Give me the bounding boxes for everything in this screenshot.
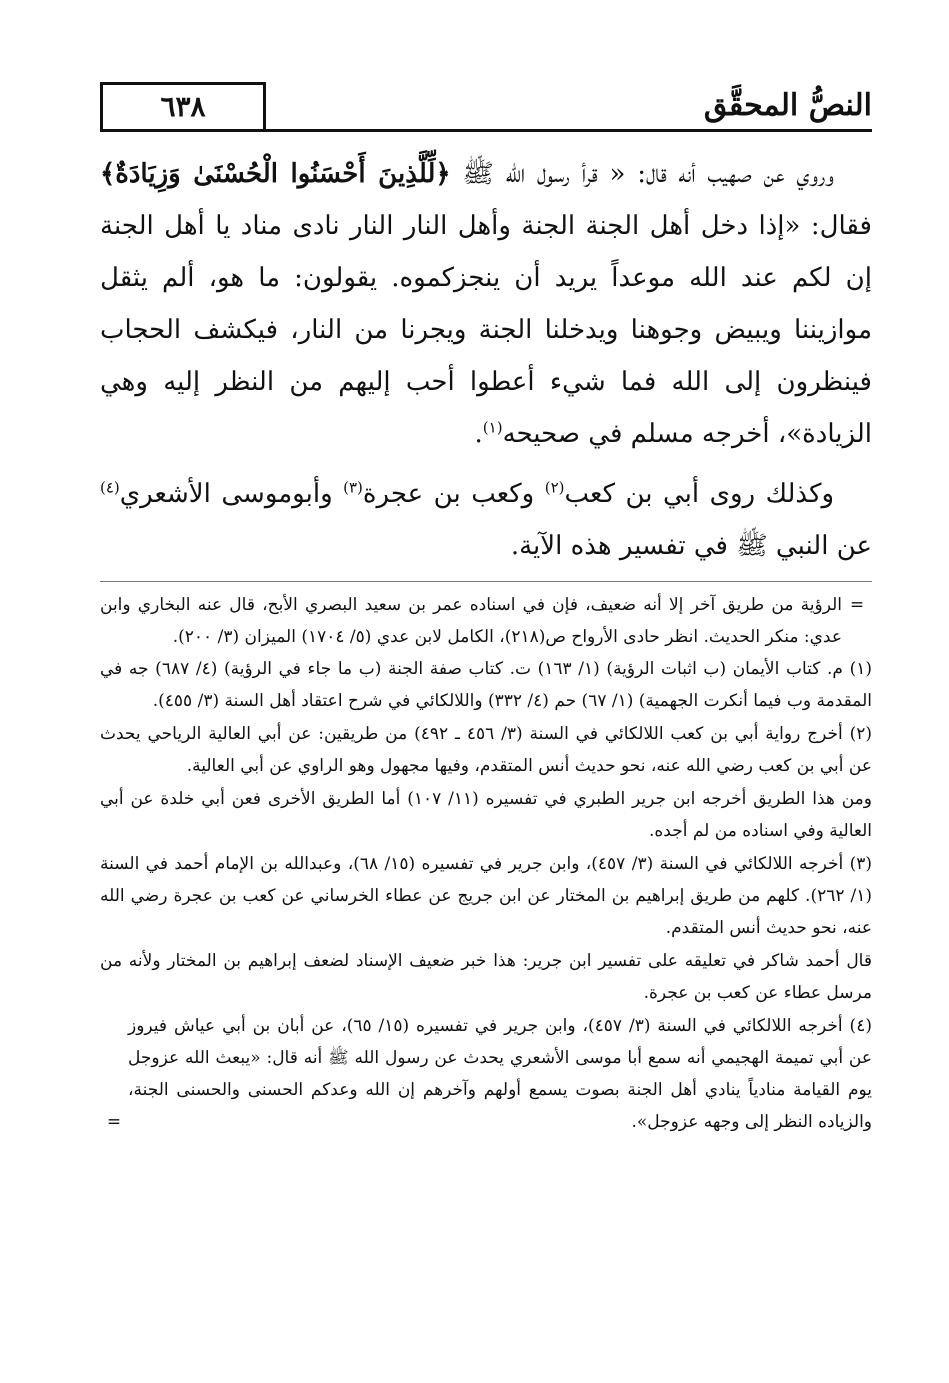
para2-text-4: عن النبي ﷺ في تفسير هذه الآية. xyxy=(510,531,872,561)
footnote-ref-2: (٢) xyxy=(544,478,565,497)
main-text xyxy=(100,148,872,580)
footnote-continuation xyxy=(100,589,872,653)
page-number: ٦٣٨ xyxy=(100,82,266,130)
footnote-3: (٣) أخرجه اللالكائي في السنة (٣/ ٤٥٧)، وابن جرير في تفسيره (١٥/ ٦٨)، وعبدالله بن الإمام أحمد في السنة (١/ ٢٦٢). كلهم من طريق إبراهيم بن المختار عن ابن جريج عن عطاء الخرساني عن كعب بن عجرة رضي الله عنه، نحو حديث أنس المتقدم. xyxy=(100,854,872,938)
footnote-4-text: (٤) أخرجه اللالكائي في السنة (٣/ ٤٥٧)، وابن جرير في تفسيره (١٥/ ٦٥)، عن أبان بن أبي عياش فيروز عن أبي تميمة الهجيمي أنه سمع أبا موسى الأشعري يحدث عن رسول الله ﷺ أنه قال: «يبعث الله عزوجل يوم القيامة منادياً ينادي أهل الجنة بصوت يسمع أولهم وآخرهم إن الله وعدكم الحسنى والحسنى الجنة، والزياده النظر إلى وجهه عزوجل». xyxy=(128,1016,872,1132)
paragraph-1 xyxy=(100,148,872,460)
para2-text-3: وأبوموسى الأشعري xyxy=(119,479,344,509)
footnote-ref-1: (١) xyxy=(482,418,503,437)
para1-end: . xyxy=(474,419,483,449)
quran-verse: ﴿لِّلَّذِينَ أَحْسَنُوا الْحُسْنَىٰ وَزِيَادَةٌ﴾ xyxy=(100,159,451,189)
footnotes xyxy=(100,589,872,1138)
para1-body: فقال: «إذا دخل أهل الجنة الجنة وأهل النار النار نادى مناد يا أهل الجنة إن لكم عند الله موعداً يريد أن ينجزكموه. يقولون: ما هو، ألم يثقل موازيننا ويبيض وجوهنا ويدخلنا الجنة ويجرنا من النار، فيكشف الحجاب فينظرون إلى الله فما شيء أعطوا أحب إليهم من النظر إليه وهي الزيادة»، أخرجه مسلم في صحيحه xyxy=(100,211,872,449)
footnote-2: (٢) أخرج رواية أبي بن كعب اللالكائي في السنة (٣/ ٤٥٦ ـ ٤٩٢) من طريقين: عن أبي العالية الرياحي يحدث عن أبي بن كعب رضي الله عنه، نحو حديث أنس المتقدم، وفيها مجهول وهو الراوي عن أبي العالية. xyxy=(100,724,873,776)
footnote-ref-4: (٤) xyxy=(100,478,120,497)
continues-mark: = xyxy=(106,1112,122,1132)
para1-intro: وروي عن صهيب أنه قال: « قرأ رسول الله ﷺ xyxy=(450,159,835,189)
paragraph-2 xyxy=(100,468,872,572)
para2-text-2: وكعب بن عجرة xyxy=(362,479,545,509)
continuation-text: الرؤية من طريق آخر إلا أنه ضعيف، فإن في اسناده عمر بن سعيد البصري الأبح، قال عنه البخاري وابن عدي: منكر الحديث. انظر حادى الأرواح ص(٢١٨)، الكامل لابن عدي (٥/ ١٧٠٤) الميزان (٣/ ٢٠٠). xyxy=(100,595,842,647)
footnote-3-continued: قال أحمد شاكر في تعليقه على تفسير ابن جرير: هذا خبر ضعيف الإسناد لضعف إبراهيم بن المختار ولأنه من مرسل عطاء عن كعب بن عجرة. xyxy=(100,951,872,1003)
footnote-ref-3: (٣) xyxy=(343,478,363,497)
footnote-4 xyxy=(100,1010,872,1138)
footnote-2-continued: ومن هذا الطريق أخرجه ابن جرير الطبري في تفسيره (١١/ ١٠٧) أما الطريق الأخرى فعن أبي خلدة عن أبي العالية وفي اسناده من لم أجده. xyxy=(100,789,872,841)
footnote-1: (١) م. كتاب الأيمان (ب اثبات الرؤية) (١/ ١٦٣) ت. كتاب صفة الجنة (ب ما جاء في الرؤية) (٤/ ٦٨٧) جه في المقدمة وب فيما أنكرت الجهمية) (١/ ٦٧) حم (٤/ ٣٣٢) واللالكائي في شرح اعتقاد أهل السنة (٣/ ٤٥٥). xyxy=(100,659,872,711)
running-title: النصُّ المحقَّق xyxy=(703,88,872,123)
footnote-separator xyxy=(100,581,872,582)
continuation-mark: = xyxy=(849,595,865,615)
page-header xyxy=(100,82,872,134)
para2-text-1: وكذلك روى أبي بن كعب xyxy=(564,479,834,509)
header-rule xyxy=(100,129,872,132)
